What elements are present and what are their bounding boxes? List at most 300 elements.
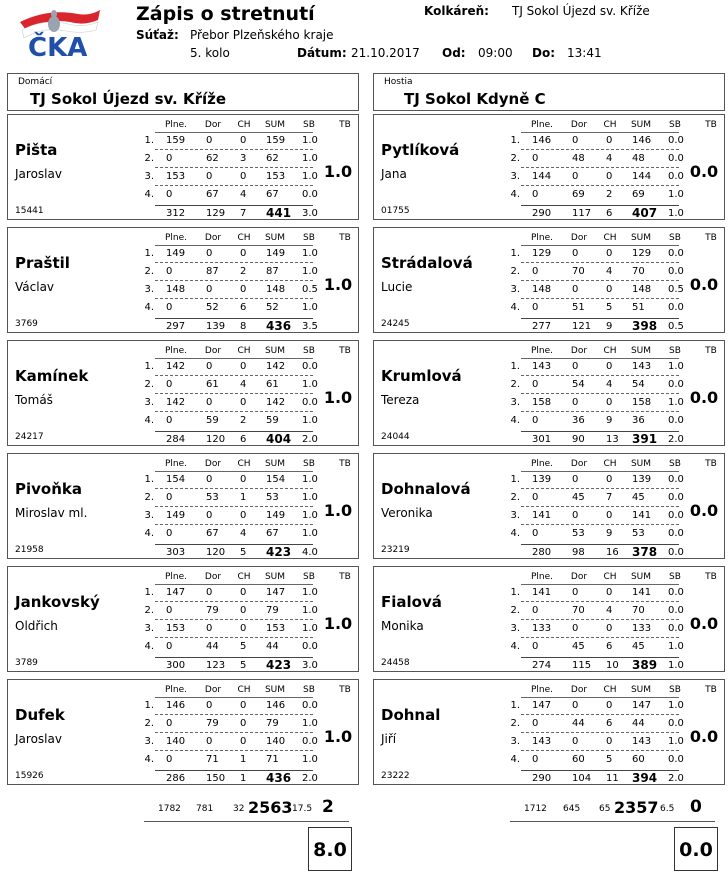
- row-number: 1.: [510, 135, 520, 146]
- row-divider: [155, 393, 313, 394]
- throw-cell: 67: [206, 189, 219, 200]
- column-header-plne: Plne.: [530, 459, 554, 469]
- column-header-ch: CH: [237, 685, 251, 695]
- throw-cell: 0.5: [668, 284, 684, 295]
- throw-cell: 44: [572, 718, 585, 729]
- from-value: 09:00: [478, 46, 513, 60]
- player-registration-number: 23219: [381, 545, 410, 555]
- throw-cell: 0: [532, 492, 539, 503]
- throw-cell: 5: [240, 641, 247, 652]
- throw-cell: 0: [240, 361, 247, 372]
- player-given-name: Jaroslav: [15, 167, 62, 181]
- throw-cell: 0: [532, 153, 539, 164]
- competition-label: Súťaž:: [136, 28, 179, 42]
- player-registration-number: 24044: [381, 432, 410, 442]
- home-role-label: Domácí: [18, 77, 53, 87]
- row-number: 1.: [144, 361, 154, 372]
- player-total-cell: 284: [166, 434, 186, 445]
- throw-cell: 0: [166, 754, 173, 765]
- player-tb-score: 0.0: [689, 275, 719, 294]
- guest-total-tb: 0: [690, 797, 702, 817]
- throw-cell: 71: [206, 754, 219, 765]
- throw-cell: 0.0: [668, 153, 684, 164]
- player-surname: Jankovský: [15, 593, 100, 611]
- home-total-sb: 17.5: [292, 804, 313, 814]
- player-given-name: Tomáš: [15, 393, 53, 407]
- throw-cell: 1.0: [302, 474, 318, 485]
- throw-cell: 87: [206, 266, 219, 277]
- column-header-sb: SB: [669, 685, 681, 695]
- throw-cell: 0: [166, 718, 173, 729]
- column-header-sb: SB: [303, 233, 315, 243]
- guest-player-card: [373, 114, 725, 220]
- throw-cell: 139: [532, 474, 552, 485]
- throw-cell: 87: [266, 266, 279, 277]
- player-total-cell: 1.0: [668, 208, 684, 219]
- row-number: 2.: [510, 605, 520, 616]
- throw-cell: 0.0: [302, 189, 318, 200]
- throw-cell: 0: [572, 135, 579, 146]
- guest-total-ch: 65: [599, 804, 611, 814]
- throw-cell: 147: [532, 700, 552, 711]
- throw-cell: 4: [606, 605, 613, 616]
- player-surname: Kamínek: [15, 367, 89, 385]
- player-surname: Praštil: [15, 254, 70, 272]
- throw-cell: 0: [166, 189, 173, 200]
- player-given-name: Veronika: [381, 506, 433, 520]
- row-divider: [155, 750, 313, 751]
- throw-cell: 0: [532, 641, 539, 652]
- throw-cell: 1.0: [302, 135, 318, 146]
- column-header-dor: Dor: [204, 120, 222, 130]
- throw-cell: 9: [606, 415, 613, 426]
- throw-cell: 0.0: [668, 379, 684, 390]
- player-total-cell: 139: [206, 321, 226, 332]
- column-header-sum: SUM: [264, 346, 286, 356]
- column-header-sum: SUM: [264, 120, 286, 130]
- venue-value: TJ Sokol Újezd sv. Kříže: [512, 4, 650, 18]
- player-surname: Dufek: [15, 706, 65, 724]
- column-header-sb: SB: [669, 346, 681, 356]
- throw-cell: 1.0: [302, 302, 318, 313]
- player-total-cell: 123: [206, 660, 226, 671]
- throw-cell: 4: [240, 189, 247, 200]
- header-rule: [155, 358, 313, 359]
- row-number: 4.: [144, 415, 154, 426]
- player-total-cell: 404: [266, 432, 292, 446]
- player-total-cell: 2.0: [302, 773, 318, 784]
- player-total-cell: 104: [572, 773, 592, 784]
- throw-cell: 1.0: [668, 189, 684, 200]
- row-number: 4.: [144, 189, 154, 200]
- header-rule: [521, 584, 679, 585]
- throw-cell: 79: [266, 605, 279, 616]
- throw-cell: 0: [166, 153, 173, 164]
- throw-cell: 147: [166, 587, 186, 598]
- throw-cell: 0.0: [668, 248, 684, 259]
- throw-cell: 0: [572, 171, 579, 182]
- row-number: 3.: [144, 284, 154, 295]
- throw-cell: 0: [532, 605, 539, 616]
- player-registration-number: 15926: [15, 771, 44, 781]
- throw-cell: 129: [532, 248, 552, 259]
- throw-cell: 0: [572, 510, 579, 521]
- throw-cell: 44: [206, 641, 219, 652]
- throw-cell: 67: [266, 528, 279, 539]
- player-tb-score: 0.0: [689, 727, 719, 746]
- throw-cell: 0.0: [668, 510, 684, 521]
- throw-cell: 147: [632, 700, 652, 711]
- row-divider: [155, 262, 313, 263]
- row-number: 2.: [510, 153, 520, 164]
- throw-cell: 0.0: [668, 718, 684, 729]
- throw-cell: 0: [532, 718, 539, 729]
- row-number: 3.: [510, 171, 520, 182]
- throw-cell: 1.0: [302, 266, 318, 277]
- row-divider: [521, 262, 679, 263]
- player-total-cell: 13: [606, 434, 619, 445]
- throw-cell: 142: [166, 361, 186, 372]
- home-total-dor: 781: [196, 804, 214, 814]
- player-surname: Dohnalová: [381, 480, 471, 498]
- throw-cell: 70: [632, 605, 645, 616]
- player-total-cell: 5: [240, 660, 247, 671]
- column-header-sum: SUM: [630, 459, 652, 469]
- throw-cell: 70: [572, 266, 585, 277]
- throw-cell: 0: [240, 474, 247, 485]
- throw-cell: 70: [572, 605, 585, 616]
- throw-cell: 4: [240, 528, 247, 539]
- throw-cell: 0: [166, 415, 173, 426]
- player-registration-number: 21958: [15, 545, 44, 555]
- player-total-cell: 115: [572, 660, 592, 671]
- throw-cell: 1.0: [302, 510, 318, 521]
- column-header-plne: Plne.: [164, 233, 188, 243]
- throw-cell: 0: [206, 623, 213, 634]
- header-rule: [155, 471, 313, 472]
- column-header-plne: Plne.: [530, 120, 554, 130]
- column-header-dor: Dor: [204, 459, 222, 469]
- player-total-cell: 7: [240, 208, 247, 219]
- throw-cell: 2: [606, 189, 613, 200]
- throw-cell: 71: [266, 754, 279, 765]
- throw-cell: 4: [240, 379, 247, 390]
- column-header-sum: SUM: [630, 572, 652, 582]
- player-total-cell: 301: [532, 434, 552, 445]
- player-total-cell: 0.5: [668, 321, 684, 332]
- column-header-dor: Dor: [570, 572, 588, 582]
- throw-cell: 141: [632, 510, 652, 521]
- throw-cell: 0: [206, 361, 213, 372]
- home-player-card: [7, 114, 359, 220]
- row-number: 1.: [144, 135, 154, 146]
- player-total-cell: 16: [606, 547, 619, 558]
- throw-cell: 139: [632, 474, 652, 485]
- row-divider: [521, 619, 679, 620]
- guest-team-box: [373, 73, 725, 111]
- throw-cell: 44: [632, 718, 645, 729]
- row-number: 2.: [144, 153, 154, 164]
- column-header-sb: SB: [303, 120, 315, 130]
- home-player-card: [7, 679, 359, 785]
- player-total-cell: 398: [632, 319, 658, 333]
- throw-cell: 0.0: [668, 605, 684, 616]
- throw-cell: 79: [266, 718, 279, 729]
- row-number: 3.: [510, 623, 520, 634]
- row-number: 2.: [510, 492, 520, 503]
- home-team-box: [7, 73, 359, 111]
- throw-cell: 2: [240, 415, 247, 426]
- throw-cell: 0.0: [668, 266, 684, 277]
- player-total-cell: 2.0: [302, 434, 318, 445]
- throw-cell: 148: [266, 284, 286, 295]
- player-tb-score: 1.0: [323, 388, 353, 407]
- throw-cell: 0: [572, 248, 579, 259]
- column-header-ch: CH: [603, 233, 617, 243]
- header-rule: [155, 132, 313, 133]
- player-tb-score: 0.0: [689, 388, 719, 407]
- throw-cell: 0: [532, 754, 539, 765]
- column-header-sb: SB: [303, 685, 315, 695]
- column-header-plne: Plne.: [164, 572, 188, 582]
- column-header-ch: CH: [603, 459, 617, 469]
- row-number: 3.: [510, 284, 520, 295]
- throw-cell: 0.0: [668, 302, 684, 313]
- competition-value: Přebor Plzeňského kraje: [190, 28, 334, 42]
- row-number: 1.: [510, 361, 520, 372]
- throw-cell: 69: [632, 189, 645, 200]
- row-number: 1.: [510, 587, 520, 598]
- throw-cell: 154: [166, 474, 186, 485]
- throw-cell: 146: [266, 700, 286, 711]
- row-divider: [155, 714, 313, 715]
- throw-cell: 0: [240, 284, 247, 295]
- player-registration-number: 01755: [381, 206, 410, 216]
- player-total-cell: 129: [206, 208, 226, 219]
- row-divider: [155, 167, 313, 168]
- row-divider: [521, 280, 679, 281]
- throw-cell: 3: [240, 153, 247, 164]
- column-header-dor: Dor: [204, 346, 222, 356]
- throw-cell: 0: [532, 528, 539, 539]
- player-total-cell: 1: [240, 773, 247, 784]
- player-registration-number: 23222: [381, 771, 410, 781]
- throw-cell: 153: [166, 171, 186, 182]
- bowling-pin-icon: [48, 16, 60, 32]
- row-divider: [155, 280, 313, 281]
- player-total-cell: 274: [532, 660, 552, 671]
- throw-cell: 0: [166, 528, 173, 539]
- throw-cell: 79: [206, 605, 219, 616]
- player-total-cell: 6: [240, 434, 247, 445]
- throw-cell: 45: [572, 492, 585, 503]
- row-divider: [155, 637, 313, 638]
- throw-cell: 0: [606, 171, 613, 182]
- throw-cell: 1.0: [302, 528, 318, 539]
- throw-cell: 1.0: [302, 754, 318, 765]
- throw-cell: 0: [606, 510, 613, 521]
- throw-cell: 44: [266, 641, 279, 652]
- column-header-sb: SB: [669, 572, 681, 582]
- player-total-cell: 297: [166, 321, 186, 332]
- throw-cell: 54: [632, 379, 645, 390]
- throw-cell: 144: [532, 171, 552, 182]
- column-header-tb: TB: [339, 685, 351, 695]
- row-divider: [155, 732, 313, 733]
- throw-cell: 2: [240, 266, 247, 277]
- row-number: 1.: [144, 474, 154, 485]
- row-number: 3.: [510, 397, 520, 408]
- row-number: 2.: [144, 718, 154, 729]
- row-number: 2.: [144, 266, 154, 277]
- player-total-cell: 300: [166, 660, 186, 671]
- column-header-ch: CH: [237, 459, 251, 469]
- row-number: 1.: [144, 587, 154, 598]
- player-total-cell: 3.5: [302, 321, 318, 332]
- throw-cell: 36: [572, 415, 585, 426]
- player-surname: Pivoňka: [15, 480, 82, 498]
- player-total-cell: 423: [266, 545, 292, 559]
- throw-cell: 52: [206, 302, 219, 313]
- player-given-name: Jiří: [381, 732, 397, 746]
- throw-cell: 133: [632, 623, 652, 634]
- home-player-card: [7, 340, 359, 446]
- row-number: 2.: [144, 605, 154, 616]
- throw-cell: 149: [266, 248, 286, 259]
- throw-cell: 67: [266, 189, 279, 200]
- throw-cell: 79: [206, 718, 219, 729]
- column-header-sb: SB: [669, 233, 681, 243]
- guest-total-sb: 6.5: [660, 804, 675, 814]
- throw-cell: 1.0: [302, 605, 318, 616]
- player-tb-score: 1.0: [323, 727, 353, 746]
- guest-player-card: [373, 453, 725, 559]
- column-header-dor: Dor: [570, 233, 588, 243]
- guest-total-plne: 1712: [524, 804, 547, 814]
- row-number: 3.: [510, 736, 520, 747]
- row-divider: [521, 637, 679, 638]
- player-total-cell: 6: [606, 208, 613, 219]
- player-surname: Pišta: [15, 141, 58, 159]
- row-divider: [521, 506, 679, 507]
- home-player-card: [7, 227, 359, 333]
- throw-cell: 0.0: [668, 474, 684, 485]
- player-total-cell: 2.0: [668, 773, 684, 784]
- header-rule: [521, 471, 679, 472]
- column-header-sum: SUM: [264, 685, 286, 695]
- row-number: 3.: [144, 623, 154, 634]
- player-total-cell: 121: [572, 321, 592, 332]
- throw-cell: 0: [606, 474, 613, 485]
- date-label: Dátum:: [297, 46, 347, 60]
- throw-cell: 45: [632, 492, 645, 503]
- row-divider: [155, 506, 313, 507]
- throw-cell: 153: [266, 623, 286, 634]
- column-header-sum: SUM: [264, 572, 286, 582]
- throw-cell: 0: [206, 284, 213, 295]
- row-divider: [155, 601, 313, 602]
- row-divider: [155, 411, 313, 412]
- row-divider: [155, 149, 313, 150]
- player-total-cell: 391: [632, 432, 658, 446]
- throw-cell: 1.0: [302, 171, 318, 182]
- row-number: 3.: [144, 171, 154, 182]
- player-total-cell: 277: [532, 321, 552, 332]
- column-header-sum: SUM: [630, 120, 652, 130]
- row-number: 4.: [510, 415, 520, 426]
- column-header-ch: CH: [603, 572, 617, 582]
- throw-cell: 143: [632, 361, 652, 372]
- throw-cell: 48: [632, 153, 645, 164]
- row-number: 2.: [144, 379, 154, 390]
- throw-cell: 4: [606, 379, 613, 390]
- to-value: 13:41: [567, 46, 602, 60]
- throw-cell: 48: [572, 153, 585, 164]
- row-number: 1.: [510, 248, 520, 259]
- home-total-sum: 2563: [248, 798, 293, 817]
- column-header-sb: SB: [303, 459, 315, 469]
- throw-cell: 1.0: [668, 361, 684, 372]
- home-player-card: [7, 566, 359, 672]
- throw-cell: 0: [166, 492, 173, 503]
- player-total-cell: 10: [606, 660, 619, 671]
- throw-cell: 146: [166, 700, 186, 711]
- throw-cell: 0.0: [302, 700, 318, 711]
- throw-cell: 0: [206, 171, 213, 182]
- column-header-ch: CH: [237, 120, 251, 130]
- column-header-dor: Dor: [570, 459, 588, 469]
- home-total-plne: 1782: [158, 804, 181, 814]
- throw-cell: 0.0: [668, 754, 684, 765]
- throw-cell: 6: [606, 718, 613, 729]
- player-surname: Fialová: [381, 593, 442, 611]
- column-header-tb: TB: [339, 459, 351, 469]
- throw-cell: 149: [166, 248, 186, 259]
- column-header-ch: CH: [603, 120, 617, 130]
- row-divider: [521, 185, 679, 186]
- throw-cell: 0: [532, 266, 539, 277]
- column-header-ch: CH: [237, 346, 251, 356]
- guest-player-card: [373, 679, 725, 785]
- throw-cell: 0: [240, 736, 247, 747]
- column-header-tb: TB: [705, 346, 717, 356]
- throw-cell: 158: [532, 397, 552, 408]
- player-tb-score: 1.0: [323, 501, 353, 520]
- throw-cell: 0: [206, 587, 213, 598]
- throw-cell: 149: [166, 510, 186, 521]
- home-final-score: 8.0: [308, 827, 352, 871]
- throw-cell: 1.0: [302, 415, 318, 426]
- throw-cell: 53: [572, 528, 585, 539]
- header-rule: [521, 697, 679, 698]
- player-total-cell: 290: [532, 208, 552, 219]
- column-header-dor: Dor: [204, 685, 222, 695]
- column-header-plne: Plne.: [164, 120, 188, 130]
- throw-cell: 4: [606, 153, 613, 164]
- player-given-name: Jaroslav: [15, 732, 62, 746]
- throw-cell: 59: [266, 415, 279, 426]
- throw-cell: 146: [632, 135, 652, 146]
- row-number: 4.: [510, 302, 520, 313]
- player-total-cell: 407: [632, 206, 658, 220]
- player-total-cell: 120: [206, 547, 226, 558]
- row-divider: [521, 167, 679, 168]
- throw-cell: 61: [206, 379, 219, 390]
- header-rule: [521, 132, 679, 133]
- column-header-dor: Dor: [570, 685, 588, 695]
- throw-cell: 143: [532, 361, 552, 372]
- throw-cell: 45: [572, 641, 585, 652]
